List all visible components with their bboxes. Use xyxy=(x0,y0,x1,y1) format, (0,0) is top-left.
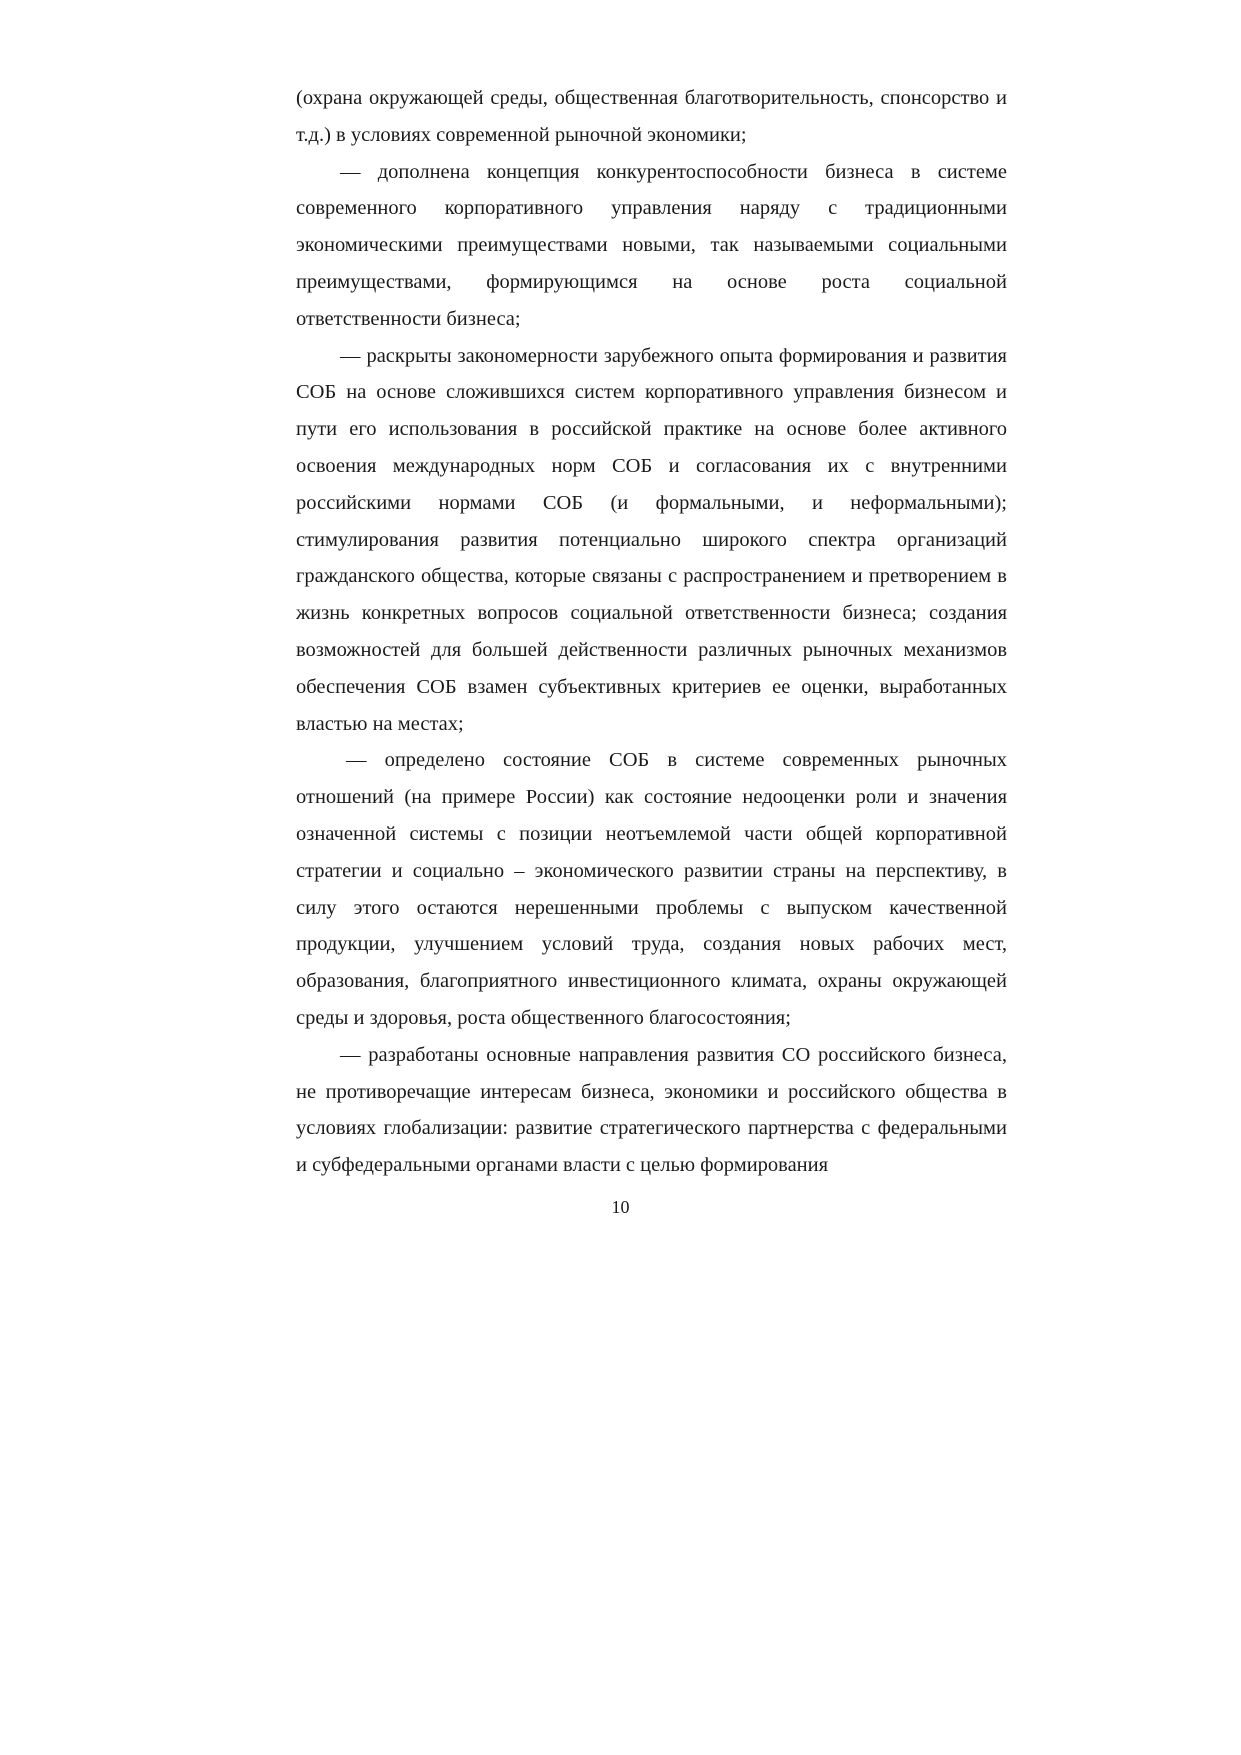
paragraph-directions: — разработаны основные направления развития СО российского бизнеса, не противоречащие интересам бизнеса, экономики и российского общества в условиях глобализации: развитие стратегического партнерства с федеральными и субфедеральными органами власти с целью формирования xyxy=(296,1043,1007,1177)
body-text xyxy=(296,80,1007,1184)
paragraph-competitiveness: — дополнена концепция конкурентоспособности бизнеса в системе современного корпоративного управления наряду с традиционными экономическими преимуществами новыми, так называемыми социальными преимуществами, формирующимся на основе роста социальной ответственности бизнеса; xyxy=(296,160,1007,330)
paragraph-state-of-sob: — определено состояние СОБ в системе современных рыночных отношений (на примере России) как состояние недооценки роли и значения означенной системы с позиции неотъемлемой части общей корпоративной стратегии и социально – экономического развитии страны на перспективу, в силу этого остаются нерешенными проблемы с выпуском качественной продукции, улучшением условий труда, создания новых рабочих мест, образования, благоприятного инвестиционного климата, охраны окружающей среды и здоровья, роста общественного благосостояния; xyxy=(296,749,1007,1029)
paragraph-foreign-experience: — раскрыты закономерности зарубежного опыта формирования и развития СОБ на основе сложившихся систем корпоративного управления бизнесом и пути его использования в российской практике на основе более активного освоения международных норм СОБ и согласования их с внутренними российскими нормами СОБ (и формальными, и неформальными); стимулирования развития потенциально широкого спектра организаций гражданского общества, которые связаны с распространением и претворением в жизнь конкретных вопросов социальной ответственности бизнеса; создания возможностей для большей действенности различных рыночных механизмов обеспечения СОБ взамен субъективных критериев ее оценки, выработанных властью на местах; xyxy=(296,344,1007,735)
paragraph-continuation: (охрана окружающей среды, общественная благотворительность, спонсорство и т.д.) в условиях современной рыночной экономики; xyxy=(296,87,1007,146)
page-number: 10 xyxy=(611,1197,630,1217)
